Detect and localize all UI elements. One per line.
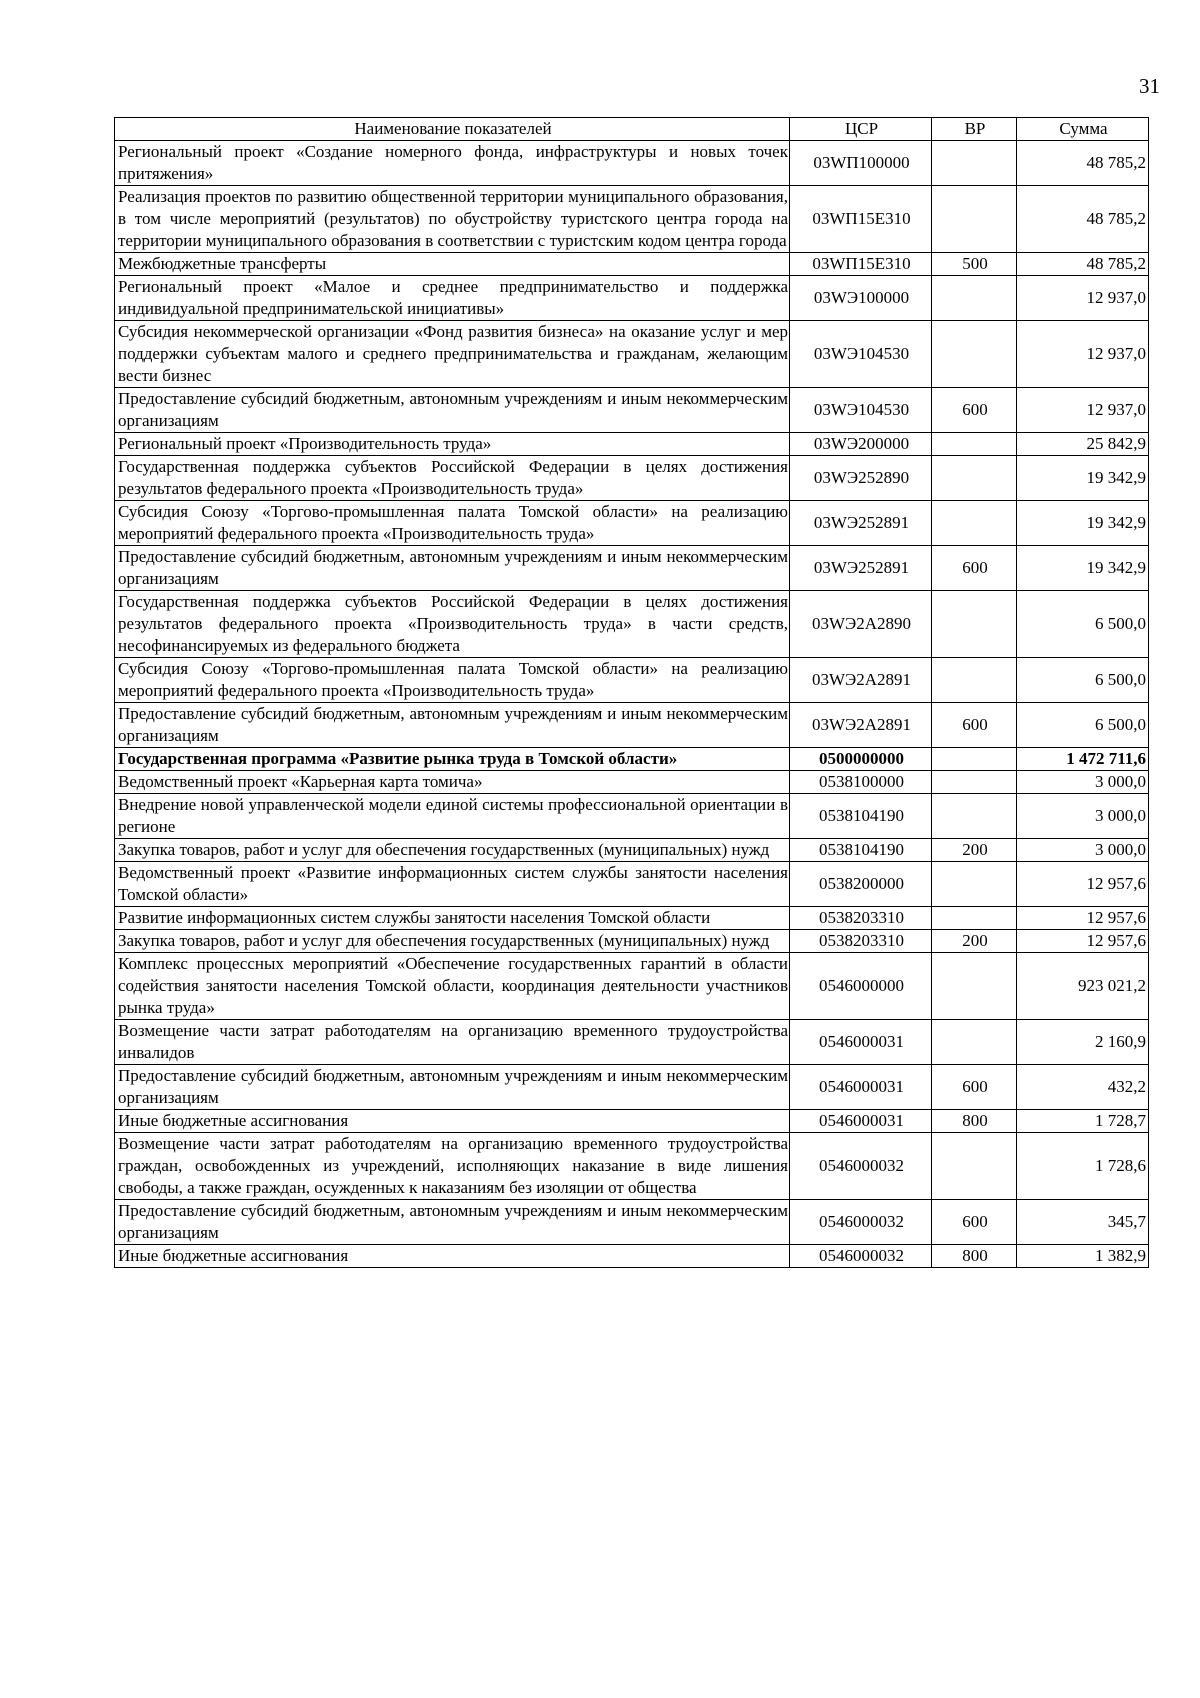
cell-csr: 0546000031 bbox=[790, 1110, 932, 1133]
cell-vr bbox=[932, 862, 1017, 907]
table-row bbox=[115, 591, 1149, 658]
cell-sum: 12 937,0 bbox=[1017, 388, 1149, 433]
cell-vr: 600 bbox=[932, 1200, 1017, 1245]
cell-sum: 19 342,9 bbox=[1017, 546, 1149, 591]
cell-csr: 0538200000 bbox=[790, 862, 932, 907]
table-row bbox=[115, 907, 1149, 930]
cell-vr: 600 bbox=[932, 703, 1017, 748]
table-row bbox=[115, 1065, 1149, 1110]
header-name: Наименование показателей bbox=[115, 118, 790, 141]
cell-name: Предоставление субсидий бюджетным, автономным учреждениям и иным некоммерческим организациям bbox=[115, 546, 790, 591]
header-vr: ВР bbox=[932, 118, 1017, 141]
cell-sum: 12 937,0 bbox=[1017, 321, 1149, 388]
cell-vr bbox=[932, 321, 1017, 388]
cell-vr bbox=[932, 1020, 1017, 1065]
table-row bbox=[115, 1133, 1149, 1200]
cell-name: Предоставление субсидий бюджетным, автономным учреждениям и иным некоммерческим организациям bbox=[115, 388, 790, 433]
cell-sum: 1 472 711,6 bbox=[1017, 748, 1149, 771]
cell-csr: 0546000000 bbox=[790, 953, 932, 1020]
table-row bbox=[115, 748, 1149, 771]
header-csr: ЦСР bbox=[790, 118, 932, 141]
cell-name: Государственная поддержка субъектов Российской Федерации в целях достижения результатов федерального проекта «Производительность труда» bbox=[115, 456, 790, 501]
cell-sum: 48 785,2 bbox=[1017, 141, 1149, 186]
cell-csr: 0538203310 bbox=[790, 907, 932, 930]
table-row bbox=[115, 433, 1149, 456]
table-row bbox=[115, 703, 1149, 748]
cell-vr bbox=[932, 748, 1017, 771]
cell-name: Иные бюджетные ассигнования bbox=[115, 1245, 790, 1268]
cell-csr: 0546000032 bbox=[790, 1200, 932, 1245]
cell-vr bbox=[932, 1133, 1017, 1200]
table-row bbox=[115, 186, 1149, 253]
cell-name: Иные бюджетные ассигнования bbox=[115, 1110, 790, 1133]
cell-sum: 25 842,9 bbox=[1017, 433, 1149, 456]
cell-csr: 03WП15Е310 bbox=[790, 253, 932, 276]
cell-sum: 2 160,9 bbox=[1017, 1020, 1149, 1065]
cell-vr: 500 bbox=[932, 253, 1017, 276]
cell-name: Государственная программа «Развитие рынка труда в Томской области» bbox=[115, 748, 790, 771]
cell-name: Закупка товаров, работ и услуг для обеспечения государственных (муниципальных) нужд bbox=[115, 930, 790, 953]
cell-vr bbox=[932, 186, 1017, 253]
cell-name: Ведомственный проект «Развитие информационных систем службы занятости населения Томской области» bbox=[115, 862, 790, 907]
cell-vr bbox=[932, 591, 1017, 658]
cell-sum: 3 000,0 bbox=[1017, 839, 1149, 862]
cell-csr: 03WЭ100000 bbox=[790, 276, 932, 321]
table-header-row bbox=[115, 118, 1149, 141]
cell-sum: 923 021,2 bbox=[1017, 953, 1149, 1020]
cell-sum: 1 728,6 bbox=[1017, 1133, 1149, 1200]
cell-name: Предоставление субсидий бюджетным, автономным учреждениям и иным некоммерческим организациям bbox=[115, 1065, 790, 1110]
cell-vr bbox=[932, 141, 1017, 186]
cell-vr: 800 bbox=[932, 1245, 1017, 1268]
cell-vr: 200 bbox=[932, 930, 1017, 953]
table-row bbox=[115, 862, 1149, 907]
cell-sum: 12 937,0 bbox=[1017, 276, 1149, 321]
cell-csr: 0546000031 bbox=[790, 1065, 932, 1110]
cell-csr: 0538203310 bbox=[790, 930, 932, 953]
cell-csr: 03WЭ252890 bbox=[790, 456, 932, 501]
cell-csr: 0538104190 bbox=[790, 794, 932, 839]
cell-name: Региональный проект «Малое и среднее предпринимательство и поддержка индивидуальной предпринимательской инициативы» bbox=[115, 276, 790, 321]
table-row bbox=[115, 388, 1149, 433]
cell-sum: 6 500,0 bbox=[1017, 591, 1149, 658]
header-sum: Сумма bbox=[1017, 118, 1149, 141]
cell-name: Предоставление субсидий бюджетным, автономным учреждениям и иным некоммерческим организациям bbox=[115, 703, 790, 748]
cell-csr: 03WЭ104530 bbox=[790, 388, 932, 433]
cell-name: Возмещение части затрат работодателям на организацию временного трудоустройства инвалидов bbox=[115, 1020, 790, 1065]
table-row bbox=[115, 1200, 1149, 1245]
cell-sum: 432,2 bbox=[1017, 1065, 1149, 1110]
cell-csr: 03WП15Е310 bbox=[790, 186, 932, 253]
cell-vr bbox=[932, 501, 1017, 546]
cell-vr: 200 bbox=[932, 839, 1017, 862]
cell-vr bbox=[932, 433, 1017, 456]
cell-name: Субсидия Союзу «Торгово-промышленная палата Томской области» на реализацию мероприятий федерального проекта «Производительность труда» bbox=[115, 501, 790, 546]
cell-csr: 03WЭ252891 bbox=[790, 546, 932, 591]
cell-sum: 19 342,9 bbox=[1017, 501, 1149, 546]
cell-sum: 48 785,2 bbox=[1017, 253, 1149, 276]
cell-vr bbox=[932, 907, 1017, 930]
cell-name: Субсидия Союзу «Торгово-промышленная палата Томской области» на реализацию мероприятий федерального проекта «Производительность труда» bbox=[115, 658, 790, 703]
table-row bbox=[115, 658, 1149, 703]
table-row bbox=[115, 501, 1149, 546]
cell-vr bbox=[932, 794, 1017, 839]
cell-csr: 0500000000 bbox=[790, 748, 932, 771]
cell-name: Региональный проект «Производительность труда» bbox=[115, 433, 790, 456]
cell-vr: 600 bbox=[932, 546, 1017, 591]
table-row bbox=[115, 771, 1149, 794]
cell-csr: 0546000032 bbox=[790, 1133, 932, 1200]
cell-csr: 03WЭ2А2891 bbox=[790, 703, 932, 748]
table-row bbox=[115, 839, 1149, 862]
cell-vr bbox=[932, 456, 1017, 501]
cell-csr: 0546000032 bbox=[790, 1245, 932, 1268]
cell-name: Развитие информационных систем службы занятости населения Томской области bbox=[115, 907, 790, 930]
cell-sum: 6 500,0 bbox=[1017, 658, 1149, 703]
cell-name: Ведомственный проект «Карьерная карта томича» bbox=[115, 771, 790, 794]
cell-name: Региональный проект «Создание номерного фонда, инфраструктуры и новых точек притяжения» bbox=[115, 141, 790, 186]
cell-name: Предоставление субсидий бюджетным, автономным учреждениям и иным некоммерческим организациям bbox=[115, 1200, 790, 1245]
table-row bbox=[115, 253, 1149, 276]
cell-vr bbox=[932, 276, 1017, 321]
cell-csr: 0538100000 bbox=[790, 771, 932, 794]
cell-csr: 03WЭ252891 bbox=[790, 501, 932, 546]
table-row bbox=[115, 1245, 1149, 1268]
cell-csr: 03WЭ200000 bbox=[790, 433, 932, 456]
cell-sum: 1 728,7 bbox=[1017, 1110, 1149, 1133]
cell-csr: 0538104190 bbox=[790, 839, 932, 862]
cell-name: Закупка товаров, работ и услуг для обеспечения государственных (муниципальных) нужд bbox=[115, 839, 790, 862]
cell-csr: 0546000031 bbox=[790, 1020, 932, 1065]
cell-name: Государственная поддержка субъектов Российской Федерации в целях достижения результатов федерального проекта «Производительность труда» в части средств, несофинансируемых из федерального бюджета bbox=[115, 591, 790, 658]
table-row bbox=[115, 794, 1149, 839]
cell-sum: 19 342,9 bbox=[1017, 456, 1149, 501]
table-row bbox=[115, 953, 1149, 1020]
cell-sum: 1 382,9 bbox=[1017, 1245, 1149, 1268]
table-row bbox=[115, 456, 1149, 501]
table-row bbox=[115, 546, 1149, 591]
cell-csr: 03WЭ2А2891 bbox=[790, 658, 932, 703]
cell-name: Реализация проектов по развитию общественной территории муниципального образования, в том числе мероприятий (результатов) по обустройству туристского центра города на территории муниципального образования в соответствии с туристским кодом центра города bbox=[115, 186, 790, 253]
page-number: 31 bbox=[1139, 74, 1160, 98]
cell-sum: 12 957,6 bbox=[1017, 862, 1149, 907]
table-row bbox=[115, 930, 1149, 953]
table-row bbox=[115, 141, 1149, 186]
cell-sum: 3 000,0 bbox=[1017, 794, 1149, 839]
cell-vr: 800 bbox=[932, 1110, 1017, 1133]
cell-vr: 600 bbox=[932, 1065, 1017, 1110]
cell-vr: 600 bbox=[932, 388, 1017, 433]
table-row bbox=[115, 321, 1149, 388]
cell-sum: 12 957,6 bbox=[1017, 930, 1149, 953]
cell-csr: 03WЭ104530 bbox=[790, 321, 932, 388]
cell-sum: 6 500,0 bbox=[1017, 703, 1149, 748]
cell-vr bbox=[932, 771, 1017, 794]
cell-name: Внедрение новой управленческой модели единой системы профессиональной ориентации в регионе bbox=[115, 794, 790, 839]
cell-csr: 03WП100000 bbox=[790, 141, 932, 186]
cell-vr bbox=[932, 953, 1017, 1020]
table-row bbox=[115, 276, 1149, 321]
cell-csr: 03WЭ2А2890 bbox=[790, 591, 932, 658]
cell-name: Субсидия некоммерческой организации «Фонд развития бизнеса» на оказание услуг и мер поддержки субъектам малого и среднего предпринимательства и гражданам, желающим вести бизнес bbox=[115, 321, 790, 388]
cell-vr bbox=[932, 658, 1017, 703]
cell-name: Возмещение части затрат работодателям на организацию временного трудоустройства граждан, освобожденных из учреждений, исполняющих наказание в виде лишения свободы, а также граждан, осужденных к наказаниям без изоляции от общества bbox=[115, 1133, 790, 1200]
budget-table bbox=[114, 117, 1149, 1268]
cell-sum: 48 785,2 bbox=[1017, 186, 1149, 253]
table-row bbox=[115, 1020, 1149, 1065]
cell-sum: 12 957,6 bbox=[1017, 907, 1149, 930]
table-row bbox=[115, 1110, 1149, 1133]
cell-name: Межбюджетные трансферты bbox=[115, 253, 790, 276]
cell-sum: 3 000,0 bbox=[1017, 771, 1149, 794]
cell-name: Комплекс процессных мероприятий «Обеспечение государственных гарантий в области содействия занятости населения Томской области, координация деятельности участников рынка труда» bbox=[115, 953, 790, 1020]
cell-sum: 345,7 bbox=[1017, 1200, 1149, 1245]
table-body bbox=[115, 141, 1149, 1268]
